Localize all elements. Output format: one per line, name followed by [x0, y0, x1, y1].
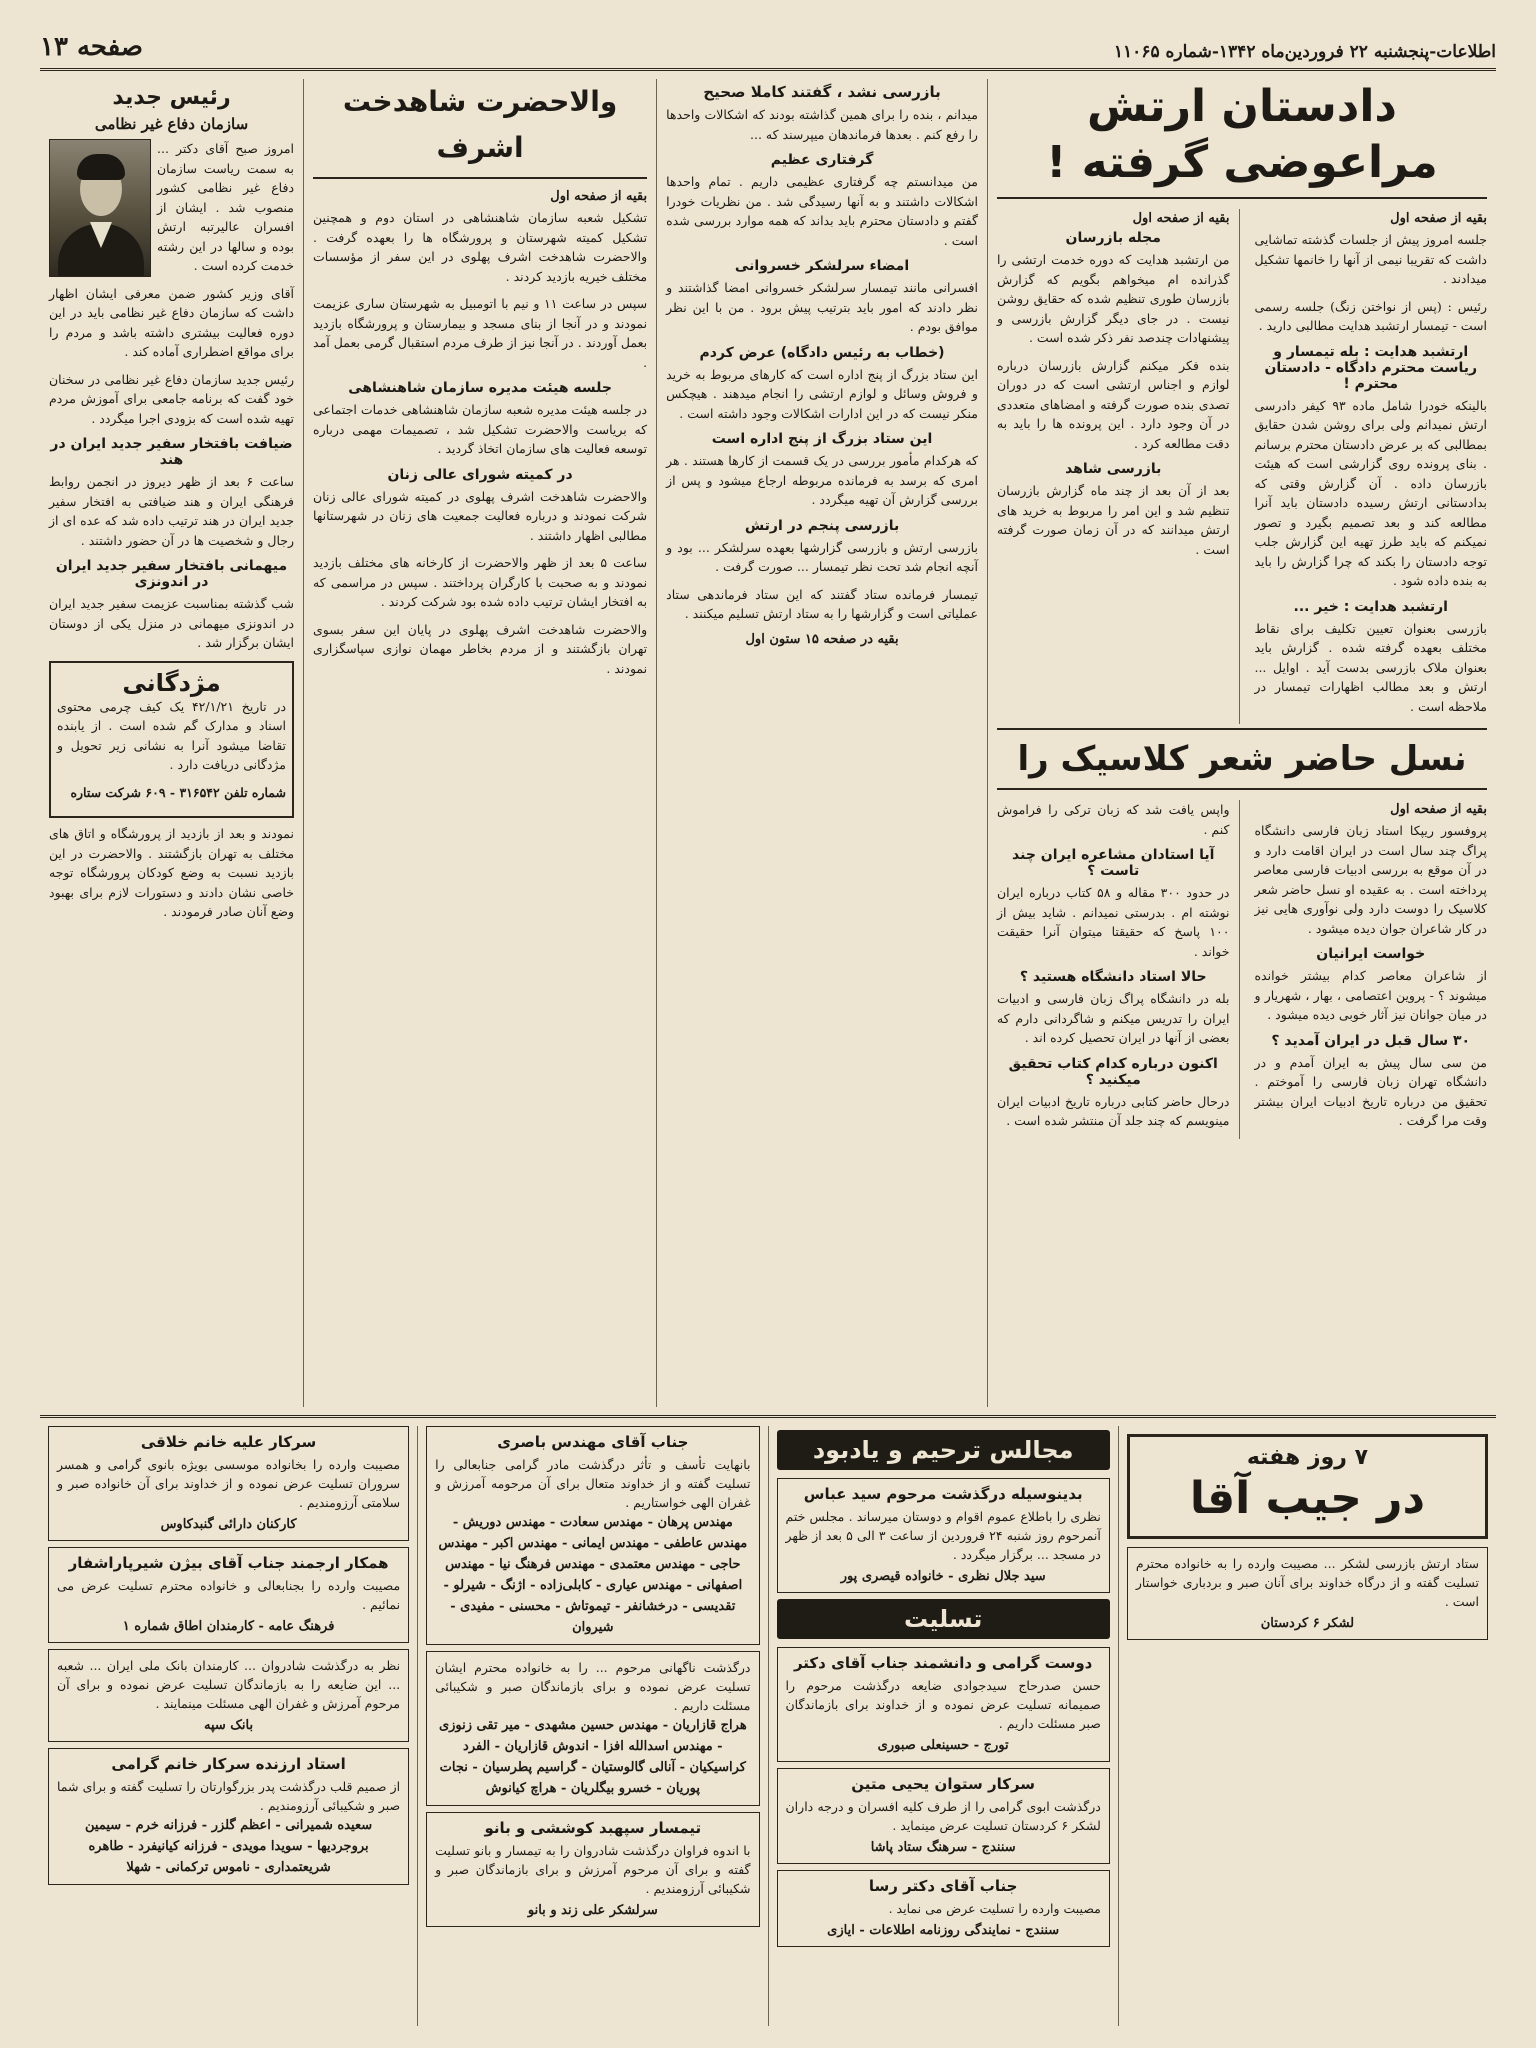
portrait-photo: [49, 139, 151, 277]
continued-note: بقیه در صفحه ۱۵ ستون اول: [745, 631, 899, 647]
notice-signature: سنندج - نمایندگی روزنامه اطلاعات - ایازی: [827, 1923, 1060, 1938]
notice-text: مصیبت وارده را بخانواده موسسی بویژه بانوی گرامی و همسر سروران تسلیت عرض نموده و از خداوند برای آن خانواده صبر و سلامتی آرزومندیم .: [57, 1457, 401, 1510]
condolence-notice: [48, 1748, 409, 1885]
paragraph: افسرانی مانند تیمسار سرلشکر خسروانی امضا گذاشتند و نظر دادند که امور باید بترتیب پیش برود . من با این نظر موافق بودم .: [666, 280, 978, 334]
subhead: مجله بازرسان: [1065, 230, 1161, 246]
condolence-notice: [777, 1870, 1110, 1947]
notice-text: نظر به درگذشت شادروان ... کارمندان بانک ملی ایران ... شعبه ... این ضایعه را به بازماندگان تسلیت عرض نموده و برای آن مرحوم آمرزش و غفران الهی مسئلت مینمایند .: [57, 1658, 401, 1711]
running-head: [40, 28, 1496, 71]
notice-text: از صمیم قلب درگذشت پدر بزرگوارتان را تسلیت گفته و برای شما صبر و شکیبائی آرزومندیم .: [57, 1779, 401, 1813]
reward-title: مژدگانی: [122, 668, 221, 697]
subhead: ارتشبد هدایت : خیر ...: [1293, 598, 1448, 615]
subhead: ۳۰ سال قبل در ایران آمدید ؟: [1271, 1032, 1471, 1049]
paragraph: تشکیل شعبه سازمان شاهنشاهی در استان دوم و همچنین تشکیل کمیته شهرستان و پرورشگاه ها را بعهده گرفت . والاحضرت شاهدخت اشرف پهلوی در این سفر از مؤسسات مختلف خیریه بازدید کردند .: [313, 210, 648, 284]
continued-label: بقیه از صفحه اول: [550, 189, 648, 204]
notice-text: نظری را باطلاع عموم اقوام و دوستان میرساند . مجلس ختم آنمرحوم روز شنبه ۲۴ فروردین از ساعت ۳ الی ۵ بعد از ظهر در مسجد ... برگزار میگردد .: [785, 1509, 1101, 1562]
paragraph: میدانم ، بنده را برای همین گذاشته بودند که اشکالات واحدها را رفع کنم . بعدها فرماندهان میپرسند که ...: [666, 107, 978, 142]
notice-text: مصیبت وارده را بجنابعالی و خانواده محترم تسلیت عرض می نمائیم .: [57, 1578, 401, 1612]
subhead: امضاء سرلشکر خسروانی: [734, 258, 910, 274]
condolence-notice: [426, 1426, 759, 1645]
notice-heading: دوست گرامی و دانشمند جناب آقای دکتر: [793, 1654, 1093, 1672]
paragraph: بنده فکر میکنم گزارش بازرسان درباره لوازم و اجناس ارتشی است که در دوران تصدی بنده صورت گرفته و امضاهای متعددی در آن وجود دارد . این پرونده ها را باید به دقت مطالعه کرد .: [996, 357, 1230, 451]
notices-area: [40, 1415, 1496, 2026]
paragraph: ساعت ۶ بعد از ظهر دیروز در انجمن روابط فرهنگی ایران و هند ضیافتی به افتخار سفیر جدید ایران در هند ترتیب داده شد که عده ای از رجال و شخصیت ها در آن حضور داشتند .: [49, 474, 295, 548]
condolence-banner: تسلیت: [777, 1599, 1110, 1639]
notice-names: مهندس پرهان - مهندس سعادت - مهندس دوریش - مهندس عاطفی - مهندس ایمانی - مهندس اکبر - مهندس حاجی - مهندس معتمدی - مهندس فرهنگ نیا - مهندس اصفهانی - مهندس عیاری - کابلی‌زاده - اژنگ - شیرلو - تقدیسی - درخشانفر - تیموتاش - محسنی - مفیدی - شیروان: [438, 1515, 748, 1635]
notice-names: سعیده شمیرانی - اعظم گلزر - فرزانه خرم - سیمین بروجردیها - سویدا مویدی - فرزانه کیانیفرد - طاهره شریعتمداری - ناموس ترکمانی - شهلا: [85, 1818, 373, 1875]
subhead-report: بقیه از صفحه اول: [1132, 211, 1230, 226]
paragraph: آقای وزیر کشور ضمن معرفی ایشان اظهار داشت که سازمان دفاع غیر نظامی باید در این دوره فعالیت بیشتری داشته باشد و مردم را برای مواقع اضطراری آماده کند .: [49, 285, 295, 359]
paragraph: والاحضرت شاهدخت اشرف پهلوی در پایان این سفر بسوی تهران بازگشتند و از مردم بخاطر مهمان نوازی سپاسگزاری نمودند .: [313, 621, 648, 676]
article-court: [987, 79, 1496, 1407]
notice-heading: سرکار ستوان یحیی متین: [851, 1775, 1036, 1793]
paragraph: از شاعران معاصر کدام بیشتر خوانده میشوند ؟ - پروین اعتصامی ، بهار ، شهریار و در میان جوانان نیز آثار خوبی دیده میشود .: [1254, 968, 1487, 1022]
condolence-notice: [426, 1812, 759, 1927]
notice-heading: جناب آقای مهندس باصری: [497, 1433, 689, 1451]
notice-text: بانهایت تأسف و تأثر درگذشت مادر گرامی جنابعالی را تسلیت گفته و از خداوند متعال برای آن مرحومه آمرزش و غفران الهی خواستاریم .: [435, 1457, 751, 1510]
subhead: بازرسی شاهد: [1065, 461, 1162, 477]
paragraph: بالینکه خودرا شامل ماده ۹۳ کیفر دادرسی ارتش نمیدانم ولی برای روشن شدن حقایق بمطالبی که بر عرض دادستان محترم برسانم . بنای پرونده روی گزارشی است که هیئت بازرسان داده . آن گزارش وقتی که بدادستانی ارتش رسیده دادستان باید آنرا مطالعه کند و بعد تصمیم بگیرد و تصور نمیکنم که باید طرز تهیه این گزارش جلب توجه دادستان را بکند که چرا گزارش را باید به بنده داده شود .: [1254, 397, 1487, 588]
notice-heading: همکار ارجمند جناب آقای بیژن شیرپاراشفار: [68, 1554, 389, 1572]
headline-court: دادستان ارتش مراعوضی گرفته !: [997, 79, 1487, 199]
notice-signature: سید جلال نظری - خانواده قیصری پور: [840, 1569, 1046, 1584]
reward-notice: [49, 661, 294, 819]
kicker: سازمان دفاع غیر نظامی: [94, 115, 249, 133]
paragraph: رئیس : (پس از نواختن زنگ) جلسه رسمی است - تیمسار ارتشبد هدایت مطالبی دارید .: [1254, 298, 1487, 333]
notice-text: درگذشت ابوی گرامی را از طرف کلیه افسران و درجه داران لشکر ۶ کردستان تسلیت عرض مینماید .: [785, 1799, 1101, 1833]
subhead: جلسه هیئت مدیره سازمان شاهنشاهی: [348, 380, 612, 396]
subhead: ضیافت بافتخار سفیر جدید ایران در هند: [50, 436, 293, 468]
notice-names: هراج قازاریان - مهندس حسین مشهدی - میر تقی زنوزی - مهندس اسدالله افزا - اندوش قازاریان - الفرد کراسیکیان - آنالی گالوستیان - گراسیم پطرسیان - نجات پوریان - خسرو بیگلریان - هراچ کیانوش: [438, 1718, 747, 1796]
paragraph: من میدانستم چه گرفتاری عظیمی داریم . تمام واحدها اشکالات داشتند و به آنها رسیدگی شد . من نظریات خودرا گفتم و دادستان محترم باید بداند که همه موارد بررسی شده است .: [666, 174, 978, 248]
condolence-notice: [48, 1426, 409, 1541]
condolence-notice: [426, 1651, 759, 1806]
notices-col-3: [417, 1426, 767, 2026]
paragraph: در جلسه هیئت مدیره شعبه سازمان شاهنشاهی خدمات اجتماعی که بریاست والاحضرت تشکیل شد ، تصمیمات مهمی درباره توسعه فعالیت های سازمان اتخاذ گردید .: [313, 402, 648, 456]
news-area: [40, 79, 1496, 1407]
paragraph: بازرسی بعنوان تعیین تکلیف برای نقاط مختلف بعهده گرفته شده . گزارش باید بعنوان ملاک بازرسی بدست آید . اوایل ... ارتش و بعد مطالب اظهارات تیمسار در ملاحظه است .: [1254, 620, 1487, 714]
continued-label: بقیه از صفحه اول: [1390, 211, 1487, 226]
paragraph: بازرسی ارتش و بازرسی گزارشها بعهده سرلشکر ... بود و آنچه انجام شد تحت نظر تیمسار ... صورت گرفت .: [666, 539, 978, 574]
notice-signature: فرهنگ عامه - کارمندان اطاق شماره ۱: [122, 1619, 335, 1634]
condolence-notice: [48, 1649, 409, 1742]
notice-heading: بدینوسیله درگذشت مرحوم سید عباس: [803, 1485, 1083, 1503]
condolence-notice: [777, 1768, 1110, 1864]
paragraph: من سی سال پیش به ایران آمدم و در دانشگاه تهران زبان فارسی را آموختم . تحقیق من درباره تاریخ ادبیات ایران بیشتر وقت مرا گرفت .: [1254, 1054, 1487, 1128]
memorial-notice: [777, 1478, 1110, 1593]
subhead: (خطاب به رئیس دادگاه) عرض کردم: [699, 344, 945, 361]
notice-text: حسن صدرحاج سیدجوادی ضایعه درگذشت مرحوم را صمیمانه تسلیت عرض نموده و از خداوند برای بازماندگان صبر مسئلت داریم .: [785, 1678, 1101, 1731]
paragraph: من ارتشبد هدایت که دوره خدمت ارتشی را گذرانده ام میخواهم بگویم که گزارش بازرسان طوری تنظیم شده که حقایق روشن نیست . در جای دیگر گزارش بازرسی و پیشنهادات چندصد نفر ذکر شده است .: [996, 252, 1230, 345]
notice-signature: تورج - حسینعلی صبوری: [877, 1738, 1009, 1753]
paragraph: این ستاد بزرگ از پنج اداره است که کارهای مربوط به خرید و فروش وسائل و لوازم ارتشی را انجام میدهند . هیچکس منکر نیست که در این ادارات اشکالات وجود داشته است .: [666, 366, 978, 421]
notice-text: با اندوه فراوان درگذشت شادروان را به تیمسار و بانو تسلیت گفته و برای آن مرحوم آمرزش و برای بازماندگان صبر و شکیبائی آرزومندیم .: [435, 1843, 751, 1896]
subhead: بازرسی پنجم در ارتش: [744, 517, 900, 534]
subhead: در کمیته شورای عالی زنان: [387, 466, 573, 483]
notice-heading: تیمسار سپهبد کوششی و بانو: [484, 1819, 702, 1837]
notice-signature: لشکر ۶ کردستان: [1260, 1616, 1355, 1631]
paragraph: در حدود ۳۰۰ مقاله و ۵۸ کتاب درباره ایران نوشته ام . بدرستی نمیدانم . شاید بیش از ۱۰۰ پاسخ که حقیقتا میتوان آنرا حقیقت خواند .: [996, 885, 1230, 959]
subhead: گرفتاری عظیم: [770, 152, 874, 168]
promo-box: [1127, 1434, 1488, 1539]
condolence-notice: [48, 1547, 409, 1643]
paragraph: والاحضرت شاهدخت اشرف پهلوی در کمیته شورای عالی زنان شرکت نمودند و درباره فعالیت جمعیت های زنان در شهرستانها مطالبی اظهار داشتند .: [313, 488, 648, 543]
article-tribunal: [656, 79, 987, 1407]
paragraph: درحال حاضر کتابی درباره تاریخ ادبیات ایران مینویسم که چند جلد آن منتشر شده است .: [996, 1093, 1230, 1128]
notice-signature: سرلشکر علی زند و بانو: [527, 1903, 658, 1918]
paragraph: در تاریخ ۴۲/۱/۲۱ یک کیف چرمی محتوی اسناد و مدارک گم شده است . از یابنده تقاضا میشود آنرا به نشانی زیر تحویل و مژدگانی دریافت دارد .: [57, 698, 287, 772]
paragraph: ساعت ۵ بعد از ظهر والاحضرت از کارخانه های مختلف بازدید نمودند و به صحبت با کارگران پرداختند . سپس در مراسمی که به افتخار ایشان ترتیب داده شده بود شرکت کردند .: [313, 555, 648, 609]
subhead: حالا استاد دانشگاه هستید ؟: [1019, 969, 1207, 985]
notices-col-1: [1118, 1426, 1496, 2026]
paragraph: که هرکدام مأمور بررسی در یک قسمت از کارها هستند . هر امری که برسد به فرمانده مربوطه ارجاع میشود و پس از بررسی گزارش آن تهیه میگردد .: [666, 453, 978, 507]
paragraph: رئیس جدید سازمان دفاع غیر نظامی در سخنان خود گفت که برنامه جامعی برای آموزش مردم تهیه شده است که بزودی اجرا میگردد .: [49, 371, 295, 426]
subhead: میهمانی بافتخار سفیر جدید ایران در اندونزی: [55, 558, 288, 590]
notice-signature: کارکنان دارائی گنبدکاوس: [160, 1517, 297, 1532]
paragraph: جلسه امروز پیش از جلسات گذشته تماشایی داشت که تقریبا نیمی از آنها را خانمها تشکیل میدادند .: [1254, 232, 1487, 286]
paragraph: امروز صبح آقای دکتر ... به سمت ریاست سازمان دفاع غیر نظامی کشور منصوب شد . ایشان از افسران عالیرتبه ارتش بوده و سالها در این رشته خدمت کرده است .: [157, 141, 295, 273]
subhead: خواست ایرانیان: [1316, 946, 1426, 962]
issue-line: اطلاعات-پنجشنبه ۲۲ فروردین‌ماه ۱۳۴۲-شماره ۱۱۰۶۵: [1113, 42, 1496, 62]
paragraph: شماره تلفن ۳۱۶۵۴۲ - ۶۰۹ شرکت ستاره: [70, 784, 287, 800]
headline-princess: والاحضرت شاهدخت اشرف: [313, 79, 647, 179]
notice-text: ستاد ارتش بازرسی لشکر ... مصیبت وارده را به خانواده محترم تسلیت گفته و از درگاه خداوند برای آنان صبر و بردباری خواستار است .: [1135, 1556, 1479, 1609]
notice-text: مصیبت وارده را تسلیت عرض می نماید .: [888, 1901, 1101, 1916]
headline-new-chief: رئیس جدید: [112, 85, 231, 110]
subhead: این ستاد بزرگ از پنج اداره است: [711, 431, 933, 447]
notice-heading: سرکار علیه خانم خلاقی: [140, 1433, 317, 1451]
notices-col-4: [40, 1426, 417, 2026]
promo-line1: ۷ روز هفته: [1246, 1445, 1369, 1470]
notices-col-2: [768, 1426, 1118, 2026]
subhead: بازرسی نشد ، گفتند کاملا صحیح: [703, 83, 941, 101]
promo-line2: در جیب آقا: [1189, 1473, 1426, 1524]
headline-poetry: نسل حاضر شعر کلاسیک را: [997, 728, 1487, 790]
memorial-banner: مجالس ترحیم و یادبود: [777, 1430, 1110, 1470]
paragraph: تیمسار فرمانده ستاد گفتند که این ستاد فرماندهی ستاد عملیاتی است و گزارشها را به ستاد ارتش تسلیم میکنند .: [666, 586, 978, 621]
condolence-notice: [777, 1647, 1110, 1762]
notice-text: درگذشت ناگهانی مرحوم ... را به خانواده محترم ایشان تسلیت عرض نموده و برای بازماندگان صبر و شکیبائی مسئلت داریم .: [435, 1660, 751, 1713]
paragraph: بعد از آن بعد از چند ماه گزارش بازرسان تنظیم شد و این امر را مربوط به خرید های ارتش میدانند که در آن زمان صورت گرفته است .: [996, 483, 1230, 557]
continued-label: بقیه از صفحه اول: [1390, 802, 1487, 817]
notice-signature: سنندج - سرهنگ ستاد پاشا: [870, 1840, 1016, 1855]
article-new-chief: [40, 79, 303, 1407]
paragraph: سپس در ساعت ۱۱ و نیم با اتومبیل به شهرستان ساری عزیمت نمودند و در آنجا از بنای مسجد و بیمارستان و پرورشگاه بازدید بعمل آوردند . در آنجا نیز از طرف مردم استقبال گرمی بعمل آمد .: [313, 296, 648, 370]
page-number: صفحه ۱۳: [40, 32, 143, 62]
paragraph: واپس یافت شد که زبان ترکی را فراموش کنم .: [996, 802, 1230, 837]
notice-signature: بانک سپه: [203, 1718, 254, 1733]
notice-heading: جناب آقای دکتر رسا: [868, 1877, 1018, 1895]
condolence-notice: [1127, 1547, 1488, 1640]
subhead: اکنون درباره کدام کتاب تحقیق میکنید ؟: [1008, 1055, 1218, 1088]
notice-heading: استاد ارزنده سرکار خانم گرامی: [111, 1755, 346, 1773]
subhead: ارتشبد هدایت : بله تیمسار و ریاست محترم دادگاه - دادستان محترم !: [1264, 343, 1478, 392]
paragraph: شب گذشته بمناسبت عزیمت سفیر جدید ایران در اندونزی میهمانی در منزل یکی از دوستان ایشان برگزار شد .: [49, 596, 295, 650]
subhead: آیا استادان مشاعره ایران چند تاست ؟: [1012, 847, 1215, 879]
article-princess: [303, 79, 656, 1407]
paragraph: نمودند و بعد از بازدید از پرورشگاه و اتاق های مختلف به تهران بازگشتند . والاحضرت در این بازدید نسبت به وضع کودکان پرورشگاه توجه خاصی نشان دادند و دستورات لازم برای بهبود وضع آنان صادر فرمودند .: [49, 826, 295, 919]
paragraph: بله در دانشگاه پراگ زبان فارسی و ادبیات ایران را تدریس میکنم و شاگردانی دارم که بعضی از آنها در ایران تحصیل کرده اند .: [996, 991, 1230, 1045]
paragraph: پروفسور ریپکا استاد زبان فارسی دانشگاه پراگ چند سال است در ایران اقامت دارد و در آن موقع به بررسی ادبیات فارسی معاصر پرداخته است . به عقیده او نسل حاضر شعر کلاسیک را دوست دارد ولی نوآوری هایی نیز در کار شاعران جوان دیده میشود .: [1254, 823, 1487, 936]
